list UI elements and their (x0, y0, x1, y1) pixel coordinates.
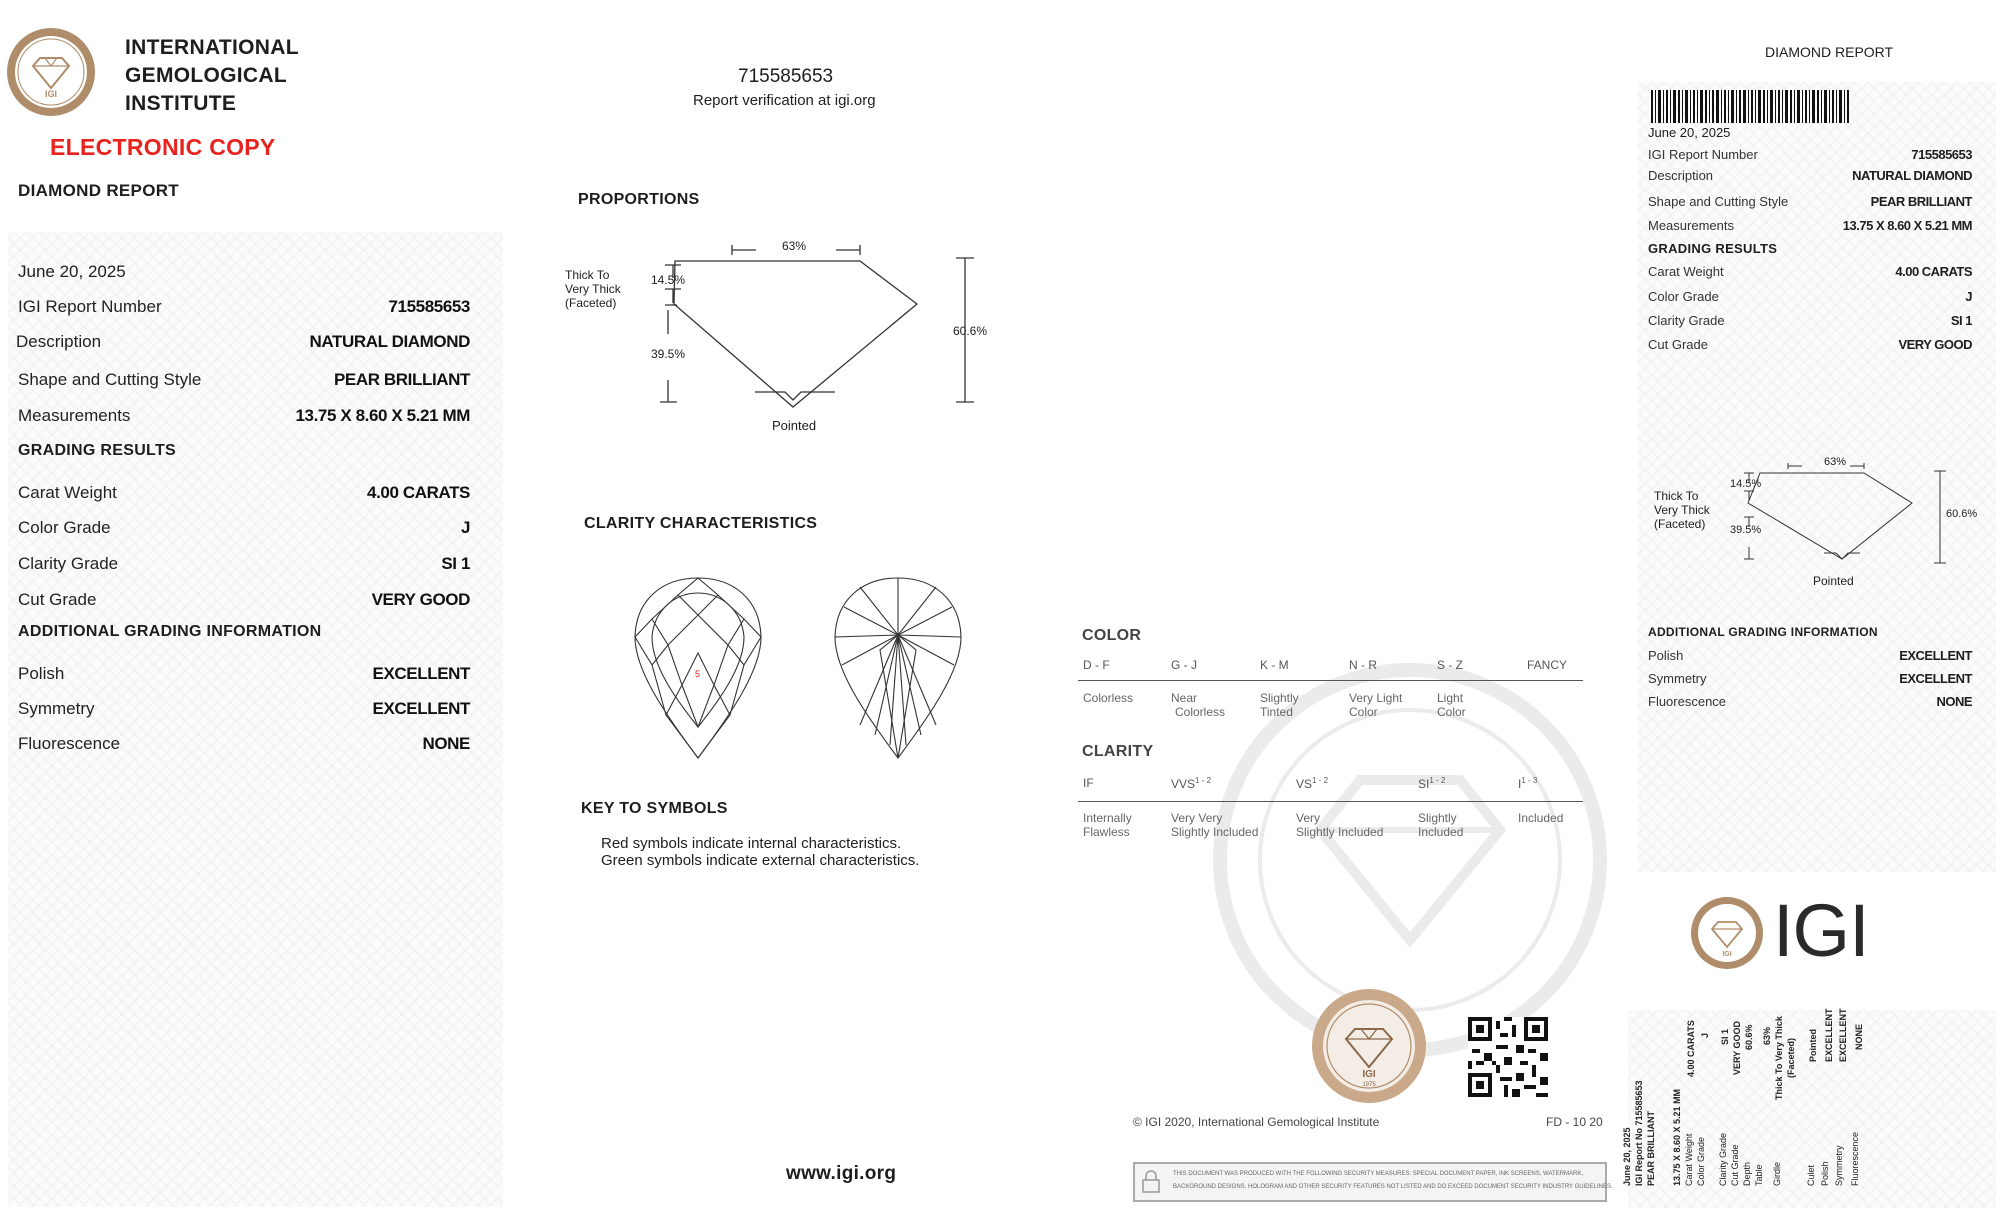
table-percent-label: 63% (782, 239, 807, 253)
clarity-desc-4: Included (1518, 811, 1564, 825)
svg-text:1975: 1975 (1362, 1082, 1376, 1088)
grading-value: J (460, 518, 470, 537)
right-depth-percent: 60.6% (1946, 508, 1978, 520)
right-table-percent: 63% (1824, 456, 1847, 468)
stub-label: Table (1754, 1164, 1764, 1186)
right-proportions-diagram (1720, 455, 1950, 575)
grading-row-carat (18, 483, 470, 503)
detail-value: PEAR BRILLIANT (333, 370, 470, 389)
detail-row-shape (18, 370, 470, 390)
stub-label: Girdle (1772, 1161, 1782, 1186)
stub-line: 60.6% (1744, 1024, 1754, 1050)
additional-row-symmetry (18, 699, 470, 719)
igi-seal-logo (5, 26, 97, 118)
clarity-desc-3: Slightly Included (1418, 811, 1464, 839)
right-culet-label: Pointed (1813, 574, 1854, 588)
detail-row-report-number (18, 297, 470, 317)
color-desc-4: Light Color (1437, 691, 1466, 719)
key-symbols-line1: Red symbols indicate internal characteristics. (601, 835, 902, 852)
right-girdle-line1: Thick To (1654, 489, 1699, 503)
security-notice-line2: BACKGROUND DESIGNS, HOLOGRAM AND OTHER SECURITY FEATURES NOT LISTED AND DO EXCEED DOCUMENT SECURITY INDUSTRY GUIDELINES. (1173, 1184, 1613, 1190)
right-report-title: DIAMOND REPORT (1765, 44, 1894, 60)
right-crown-percent: 14.5% (1730, 478, 1762, 490)
additional-grading-heading: ADDITIONAL GRADING INFORMATION (18, 623, 322, 640)
stub-line: VERY GOOD (1732, 1020, 1742, 1075)
stub-label: Fluorescence (1850, 1131, 1860, 1186)
right-row-description: Description NATURAL DIAMOND (1648, 168, 1972, 183)
color-grade-fancy: FANCY (1527, 658, 1568, 672)
detail-value: 715585653 (388, 297, 470, 316)
right-row-shape: Shape and Cutting Style PEAR BRILLIANT (1648, 194, 1972, 209)
clarity-characteristics-heading: CLARITY CHARACTERISTICS (584, 515, 818, 532)
color-grade-sz: S - Z (1437, 658, 1463, 672)
proportions-heading: PROPORTIONS (578, 191, 700, 208)
detail-label: IGI Report Number (18, 297, 162, 316)
security-notice-line1: THIS DOCUMENT WAS PRODUCED WITH THE FOLLOWING SECURITY MEASURES: SPECIAL DOCUMENT PAPER, INK SCREENS, WATERMARK, (1173, 1171, 1584, 1177)
institute-name-line2: GEMOLOGICAL (125, 64, 287, 87)
security-notice-box (1133, 1162, 1613, 1202)
detail-label: Measurements (18, 406, 131, 425)
copyright-text: © IGI 2020, International Gemological Institute (1133, 1115, 1380, 1129)
color-desc-3: Very Light Color (1349, 691, 1403, 719)
stub-line: Pointed (1808, 1029, 1818, 1062)
color-scale-line (1078, 680, 1583, 681)
svg-text:IGI: IGI (1362, 1069, 1376, 1080)
right-row-measurements: Measurements 13.75 X 8.60 X 5.21 MM (1648, 218, 1972, 233)
detail-row-description (16, 332, 470, 352)
color-desc-2: Slightly Tinted (1260, 691, 1299, 719)
right-row-color: Color Grade J (1648, 289, 1972, 304)
grading-value: SI 1 (441, 554, 470, 573)
right-girdle-line2: Very Thick (1654, 503, 1710, 517)
right-row-symmetry: Symmetry EXCELLENT (1648, 671, 1972, 686)
detail-label: Shape and Cutting Style (18, 370, 202, 389)
stub-label: Polish (1820, 1161, 1830, 1186)
culet-label: Pointed (772, 418, 817, 433)
additional-row-fluorescence (18, 734, 470, 754)
right-girdle-line3: (Faceted) (1654, 517, 1706, 531)
plot-crown-view (630, 575, 766, 761)
additional-label: Symmetry (18, 699, 95, 718)
report-title: DIAMOND REPORT (18, 181, 179, 200)
igi-hologram-seal (1310, 987, 1428, 1105)
stub-line: SI 1 (1720, 1028, 1730, 1045)
color-grade-df: D - F (1083, 658, 1110, 672)
stub-line: PEAR BRILLIANT (1646, 1111, 1656, 1186)
right-row-polish: Polish EXCELLENT (1648, 648, 1972, 663)
key-to-symbols-heading: KEY TO SYMBOLS (581, 800, 728, 817)
additional-value: EXCELLENT (372, 699, 470, 718)
detail-value: NATURAL DIAMOND (309, 332, 470, 351)
color-desc-0: Colorless (1083, 691, 1134, 705)
svg-text:IGI: IGI (44, 89, 58, 99)
form-code: FD - 10 20 (1546, 1115, 1603, 1129)
stub-line: NONE (1854, 1023, 1864, 1050)
institute-name-line1: INTERNATIONAL (125, 36, 299, 59)
clarity-grade-i: $I^{1 - 3}$ (1518, 776, 1538, 791)
right-row-fluorescence: Fluorescence NONE (1648, 694, 1972, 709)
color-scale-heading: COLOR (1082, 627, 1142, 644)
pavilion-percent-label: 39.5% (651, 347, 686, 361)
clarity-grade-vvs: VVS$^{1 - 2}$ (1171, 776, 1212, 791)
inclusion-mark: 5 (695, 669, 701, 679)
right-row-report-number: IGI Report Number 715585653 (1648, 147, 1972, 162)
stub-line: 13.75 X 8.60 X 5.21 MM (1672, 1088, 1682, 1186)
grading-value: 4.00 CARATS (367, 483, 470, 502)
qr-code (1468, 1017, 1548, 1097)
stub-label: Symmetry (1834, 1145, 1844, 1186)
stub-label: Culet (1806, 1164, 1816, 1186)
clarity-scale-heading: CLARITY (1082, 743, 1154, 760)
stub-label: Depth (1742, 1161, 1752, 1186)
grading-row-clarity (18, 554, 470, 574)
grading-label: Carat Weight (18, 483, 117, 502)
detail-label: Description (16, 332, 102, 351)
color-grade-nr: N - R (1349, 658, 1377, 672)
svg-text:IGI: IGI (1722, 951, 1732, 958)
grading-results-heading: GRADING RESULTS (18, 442, 176, 459)
institute-name-line3: INSTITUTE (125, 92, 237, 115)
stub-line: 63% (1762, 1026, 1772, 1045)
plot-pavilion-view (830, 575, 966, 761)
stub-line: EXCELLENT (1838, 1008, 1848, 1062)
electronic-copy-label: ELECTRONIC COPY (50, 134, 276, 160)
clarity-desc-1: Very Very Slightly Included (1171, 811, 1259, 839)
grading-value: VERY GOOD (371, 590, 470, 609)
additional-label: Fluorescence (18, 734, 121, 753)
stub-line: EXCELLENT (1824, 1008, 1834, 1062)
crown-percent-label: 14.5% (651, 273, 686, 287)
additional-value: EXCELLENT (372, 664, 470, 683)
stub-line: IGI Report No 715585653 (1634, 1080, 1644, 1186)
color-grade-km: K - M (1260, 658, 1289, 672)
clarity-grade-vs: VS$^{1 - 2}$ (1296, 776, 1329, 791)
barcode (1651, 90, 1849, 123)
color-desc-1: Near Colorless (1171, 691, 1226, 719)
proportions-diagram (560, 230, 1000, 440)
clarity-grade-si: SI$^{1 - 2}$ (1418, 776, 1446, 791)
additional-value: NONE (422, 734, 470, 753)
girdle-label-line2: Very Thick (565, 282, 621, 296)
clarity-desc-2: Very Slightly Included (1296, 811, 1384, 839)
right-pavilion-percent: 39.5% (1730, 524, 1762, 536)
right-row-carat: Carat Weight 4.00 CARATS (1648, 264, 1972, 279)
grading-row-color (18, 518, 470, 538)
additional-label: Polish (18, 664, 65, 683)
stub-line: J (1700, 1032, 1710, 1038)
grading-row-cut (18, 590, 470, 610)
igi-brand-seal (1690, 896, 1764, 970)
stub-line: June 20, 2025 (1622, 1127, 1632, 1186)
report-verification: Report verification at igi.org (693, 92, 876, 109)
clarity-scale-line (1078, 801, 1583, 802)
website-url: www.igi.org (786, 1163, 897, 1184)
report-number-header: 715585653 (738, 66, 834, 87)
right-row-clarity: Clarity Grade SI 1 (1648, 313, 1972, 328)
igi-brand-text: IGI (1773, 889, 1869, 972)
depth-percent-label: 60.6% (953, 324, 988, 338)
key-symbols-line2: Green symbols indicate external characteristics. (601, 852, 920, 869)
grading-label: Clarity Grade (18, 554, 119, 573)
right-row-cut: Cut Grade VERY GOOD (1648, 337, 1972, 352)
girdle-label-line3: (Faceted) (565, 296, 617, 310)
right-additional-heading: ADDITIONAL GRADING INFORMATION (1648, 625, 1878, 639)
additional-row-polish (18, 664, 470, 684)
stub-line: Thick To Very Thick (1774, 1016, 1784, 1100)
stub-label: Clarity Grade (1718, 1132, 1728, 1186)
report-date: June 20, 2025 (18, 262, 126, 281)
stub-label: Cut Grade (1730, 1144, 1740, 1186)
lock-icon (1140, 1170, 1162, 1194)
stub-label: Carat Weight (1684, 1133, 1694, 1186)
girdle-label-line1: Thick To (565, 268, 610, 282)
right-grading-heading: GRADING RESULTS (1648, 241, 1778, 256)
stub-line: 4.00 CARATS (1686, 1020, 1696, 1077)
detail-value: 13.75 X 8.60 X 5.21 MM (295, 406, 470, 425)
clarity-desc-0: Internally Flawless (1083, 811, 1132, 839)
stub-label: Color Grade (1696, 1136, 1706, 1186)
right-report-date: June 20, 2025 (1648, 125, 1731, 140)
stub-line: (Faceted) (1786, 1037, 1796, 1078)
detail-row-measurements (18, 406, 470, 426)
grading-label: Cut Grade (18, 590, 97, 609)
grading-label: Color Grade (18, 518, 111, 537)
color-grade-gj: G - J (1171, 658, 1197, 672)
clarity-grade-if: IF (1083, 776, 1094, 790)
